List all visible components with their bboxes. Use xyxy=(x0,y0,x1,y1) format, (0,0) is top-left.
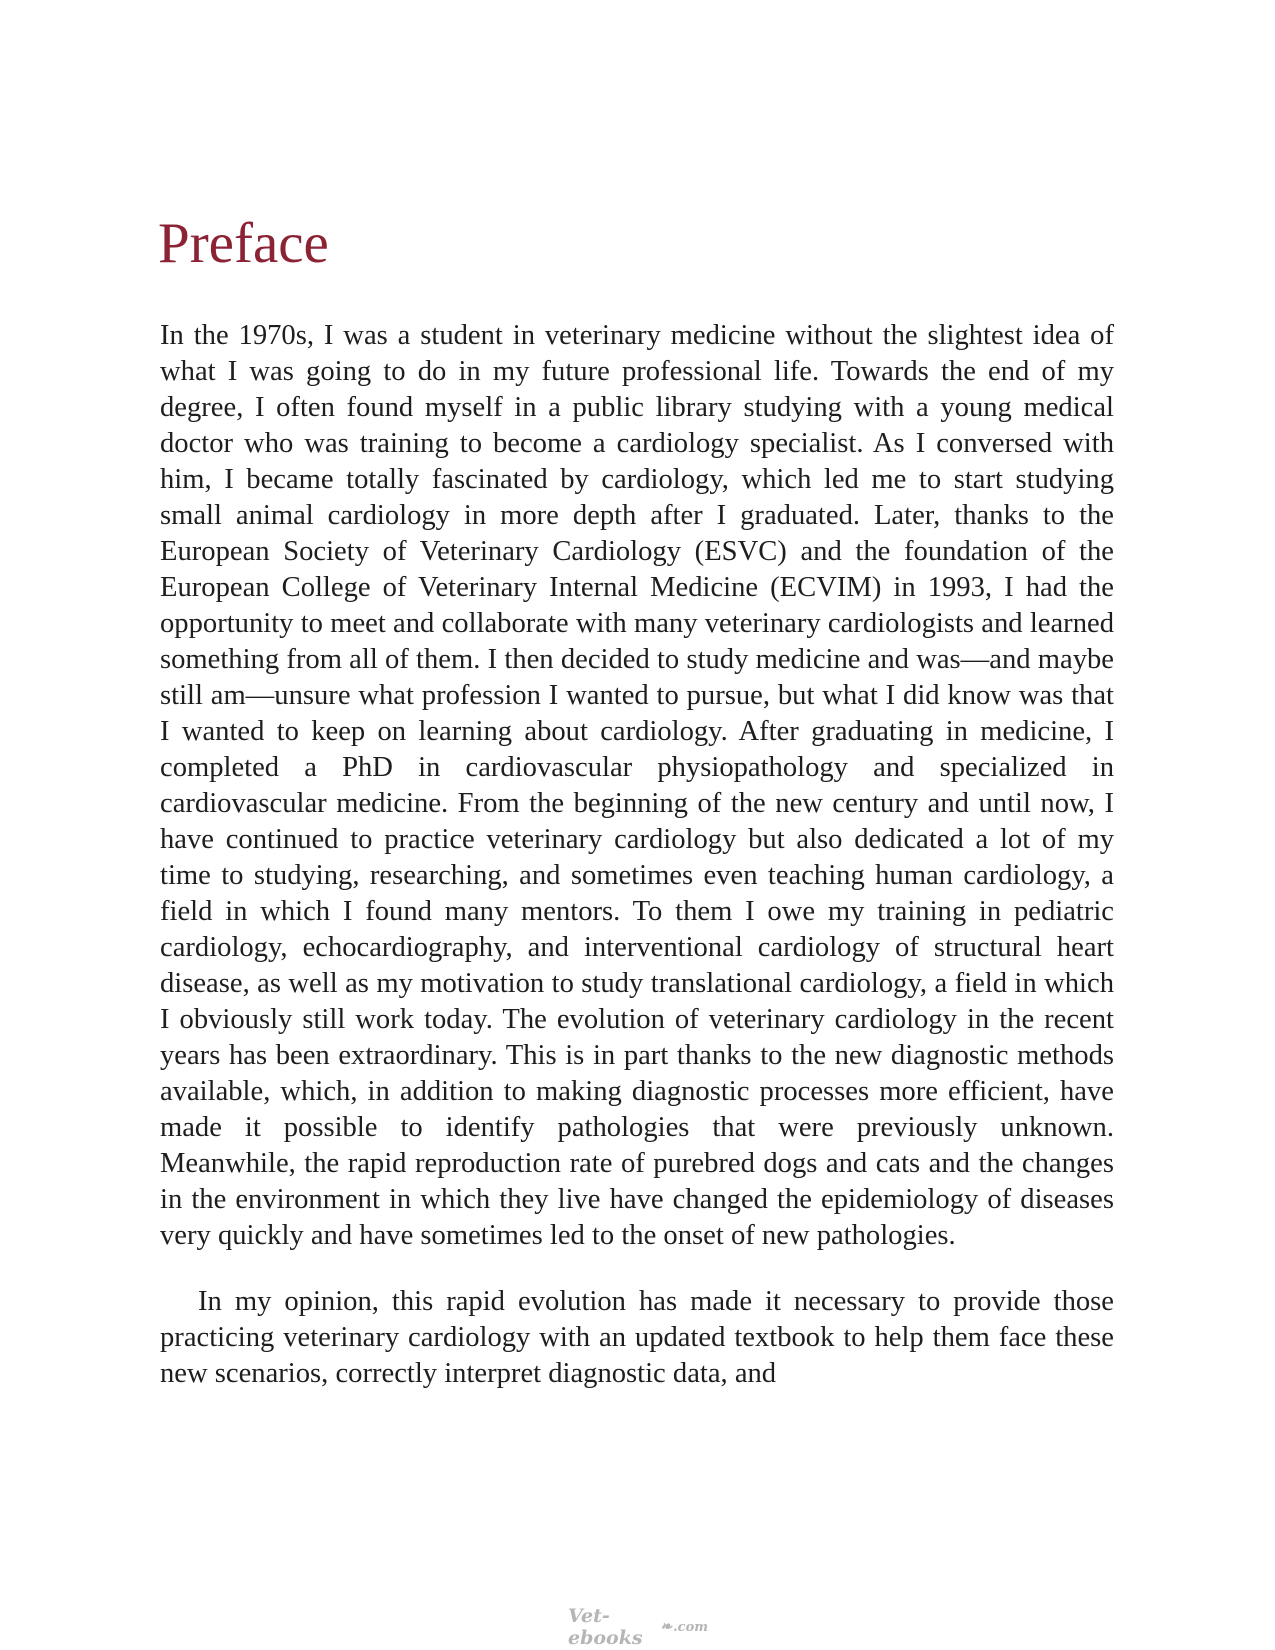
watermark-logo xyxy=(568,1605,708,1649)
watermark-text: Vet-ebooks xyxy=(568,1605,643,1649)
book-icon: ❧ xyxy=(660,1619,673,1635)
watermark-domain: .com xyxy=(673,1619,708,1635)
paragraph-1: In the 1970s, I was a student in veterinary medicine without the slightest idea of what I was going to do in my future professional life. Towards the end of my degree, I often found myself in a public library studying with a young medical doctor who was training to become a cardiology specialist. As I conversed with him, I became totally fascinated by cardiology, which led me to start studying small animal cardiology in more depth after I graduated. Later, thanks to the European Society of Veterinary Cardiology (ESVC) and the foundation of the European College of Veterinary Internal Medicine (ECVIM) in 1993, I had the opportunity to meet and collaborate with many veterinary cardiologists and learned something from all of them. I then decided to study medicine and was—and maybe still am—unsure what profession I wanted to pursue, but what I did know was that I wanted to keep on learning about cardiology. After graduating in medicine, I completed a PhD in cardiovascular physiopathology and specialized in cardiovascular medicine. From the beginning of the new century and until now, I have continued to practice veterinary cardiology but also dedicated a lot of my time to studying, researching, and sometimes even teaching human cardiology, a field in which I found many mentors. To them I owe my training in pediatric cardiology, echocardiography, and interventional cardiology of structural heart disease, as well as my motivation to study translational cardiology, a field in which I obviously still work today. The evolution of veterinary cardiology in the recent years has been extraordinary. This is in part thanks to the new diagnostic methods available, which, in addition to making diagnostic processes more efficient, have made it possible to identify pathologies that were previously unknown. Meanwhile, the rapid reproduction rate of purebred dogs and cats and the changes in the environment in which they live have changed the epidemiology of diseases very quickly and have sometimes led to the onset of new pathologies. xyxy=(160,320,1114,1251)
preface-body xyxy=(160,318,1114,1392)
paragraph-2: In my opinion, this rapid evolution has made it necessary to provide those practicing veterinary cardiology with an updated textbook to help them face these new scenarios, correctly interpret diagnostic data, and xyxy=(160,1286,1114,1389)
page-title: Preface xyxy=(158,212,329,275)
